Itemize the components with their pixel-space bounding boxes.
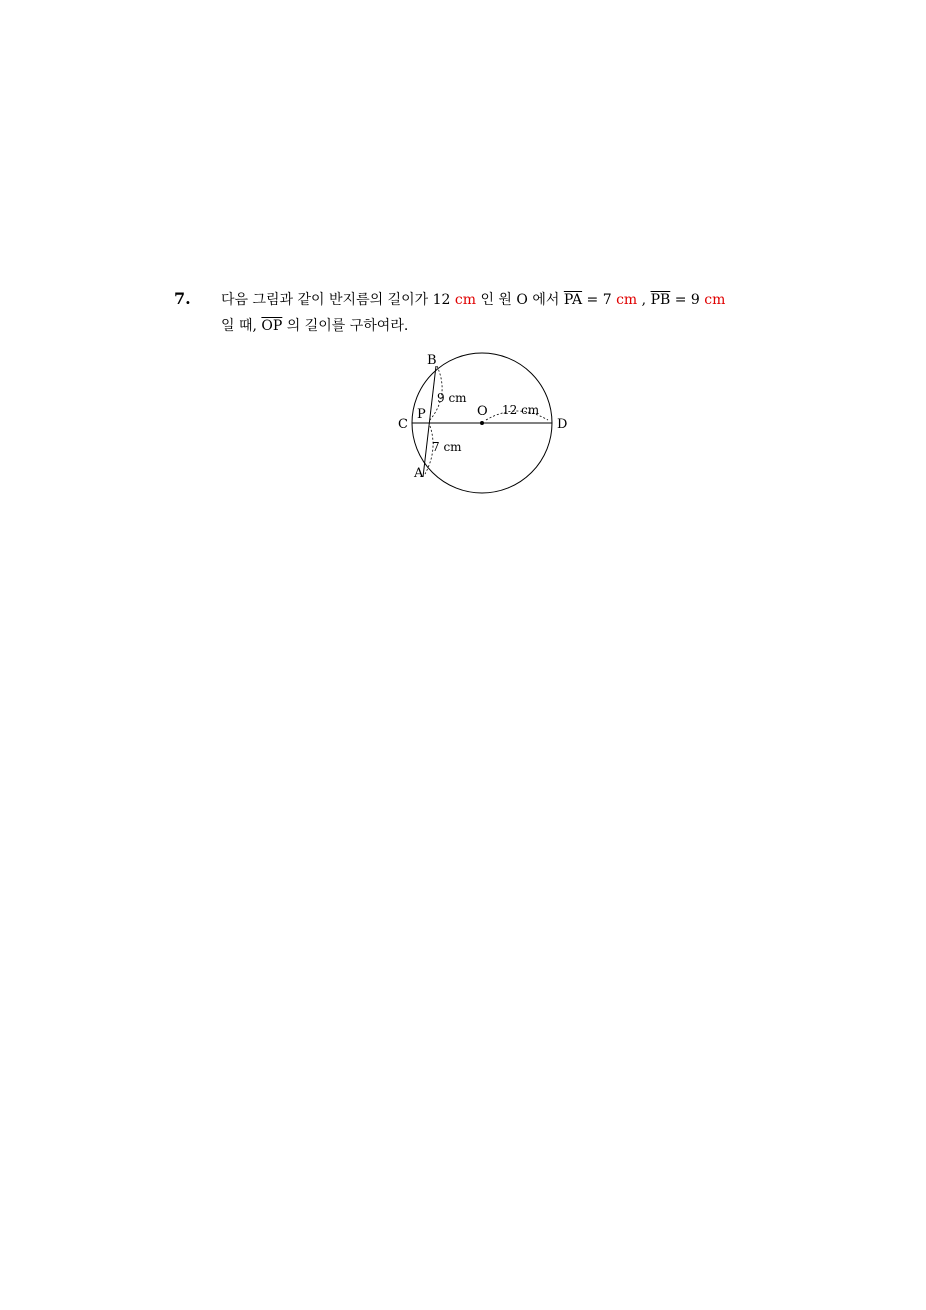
segment-pa: $\overline{PA}$ — [563, 292, 583, 308]
question-number: 7. — [174, 289, 191, 308]
radius-value: 12 — [432, 292, 451, 308]
separator: , — [637, 292, 651, 308]
segment-pb: $\overline{PB}$ — [650, 292, 671, 308]
label-b: B — [427, 353, 437, 368]
center-point-o — [480, 421, 484, 425]
pb-equation: = 9 — [670, 292, 705, 308]
label-pb-length: 9 cm — [437, 391, 467, 405]
circle-diagram — [380, 340, 590, 500]
label-pa-length: 7 cm — [432, 440, 462, 454]
label-d: D — [557, 417, 568, 432]
circle-figure — [380, 340, 590, 500]
unit-cm: cm — [616, 292, 638, 308]
problem-text-line-2 — [221, 316, 408, 336]
unit-cm: cm — [704, 292, 726, 308]
intro-text: 다음 그림과 같이 반지름의 길이가 — [221, 292, 433, 308]
label-a: A — [414, 466, 424, 481]
label-o: O — [477, 404, 488, 419]
label-p: P — [417, 407, 426, 422]
label-c: C — [398, 417, 408, 432]
mid-text: 인 원 O 에서 — [476, 292, 564, 308]
problem-text-line-1 — [221, 290, 725, 310]
line2-end: 의 길이를 구하여라. — [282, 318, 409, 334]
label-radius-length: 12 cm — [502, 403, 540, 417]
line2-start: 일 때, — [221, 318, 262, 334]
pa-equation: = 7 — [582, 292, 617, 308]
unit-cm: cm — [454, 292, 476, 308]
segment-op: $\overline{OP}$ — [261, 318, 283, 334]
